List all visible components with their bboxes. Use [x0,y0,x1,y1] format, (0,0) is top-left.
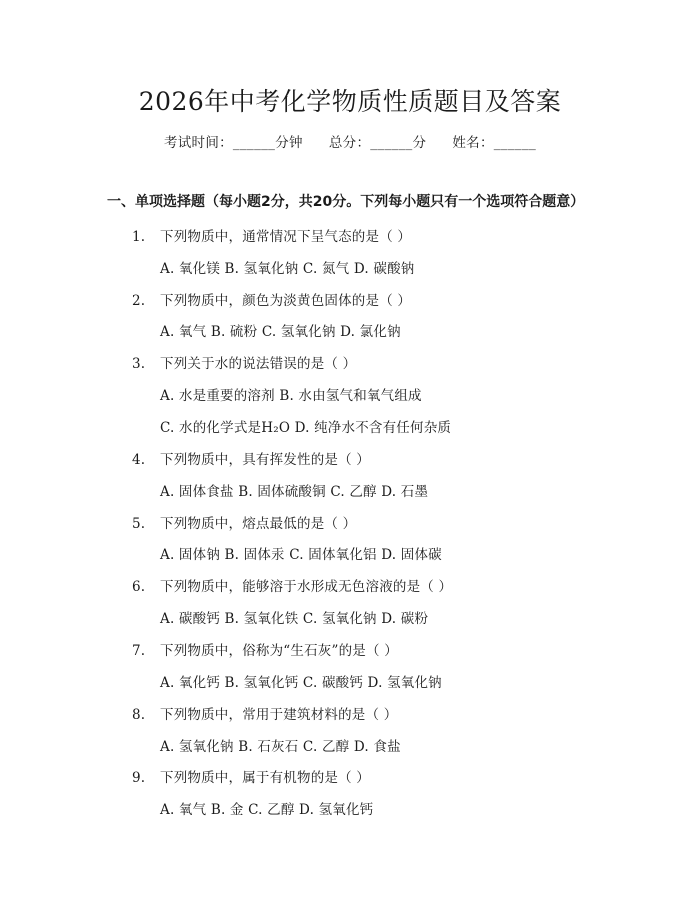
question-text: 下列物质中，具有挥发性的是（ ） [160,452,370,468]
question-1 [132,225,411,245]
question-9 [132,766,370,786]
question-4 [132,448,370,468]
question-number: 7. [132,643,146,659]
question-text: 下列物质中，常用于建筑材料的是（ ） [160,707,398,723]
question-7-options: A. 氧化钙 B. 氢氧化钙 C. 碳酸钙 D. 氢氧化钠 [160,675,442,691]
question-3-options-line-2: C. 水的化学式是H₂O D. 纯净水不含有任何杂质 [160,420,452,436]
question-text: 下列物质中，能够溶于水形成无色溶液的是（ ） [160,579,453,595]
question-5 [132,512,356,532]
question-number: 6. [132,579,146,595]
question-2-options: A. 氧气 B. 硫粉 C. 氢氧化钠 D. 氯化钠 [160,324,401,340]
question-8 [132,703,397,723]
page-title: 2026年中考化学物质性质题目及答案 [138,87,562,116]
question-1-options: A. 氧化镁 B. 氢氧化钠 C. 氮气 D. 碳酸钠 [160,261,415,277]
question-number: 3. [132,356,146,372]
question-text: 下列物质中，颜色为淡黄色固体的是（ ） [160,293,412,309]
question-number: 2. [132,293,146,309]
question-text: 下列物质中，通常情况下呈气态的是（ ） [160,229,412,245]
question-text: 下列物质中，熔点最低的是（ ） [160,516,357,532]
question-number: 1. [132,229,146,245]
question-3 [132,352,356,372]
question-text: 下列物质中，属于有机物的是（ ） [160,770,370,786]
question-6-options: A. 碳酸钙 B. 氢氧化铁 C. 氢氧化钠 D. 碳粉 [160,611,429,627]
question-text: 下列物质中，俗称为“生石灰”的是（ ） [160,643,398,659]
question-7 [132,639,398,659]
total-score-field: 总分：______分 [328,135,427,151]
question-9-options: A. 氧气 B. 金 C. 乙醇 D. 氢氧化钙 [160,802,374,818]
question-number: 5. [132,516,146,532]
question-6 [132,575,452,595]
section-heading: 一、单项选择题（每小题2分，共20分。下列每小题只有一个选项符合题意） [107,194,585,210]
question-number: 9. [132,770,146,786]
student-name-field: 姓名：______ [452,135,537,151]
question-5-options: A. 固体钠 B. 固体汞 C. 固体氧化铝 D. 固体碳 [160,547,442,563]
question-2 [132,289,411,309]
question-number: 8. [132,707,146,723]
question-text: 下列关于水的说法错误的是（ ） [160,356,357,372]
exam-meta [0,131,700,151]
question-number: 4. [132,452,146,468]
question-4-options: A. 固体食盐 B. 固体硫酸铜 C. 乙醇 D. 石墨 [160,484,429,500]
question-8-options: A. 氢氧化钠 B. 石灰石 C. 乙醇 D. 食盐 [160,739,401,755]
exam-time-field: 考试时间：______分钟 [163,135,303,151]
question-3-options-line-1: A. 水是重要的溶剂 B. 水由氢气和氧气组成 [160,388,422,404]
